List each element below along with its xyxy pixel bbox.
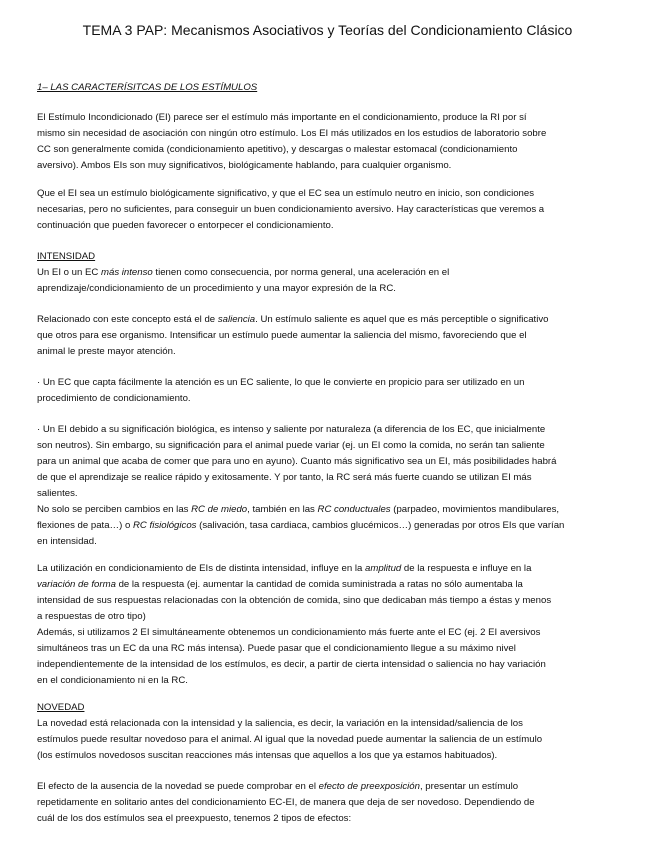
text-line — [37, 488, 622, 500]
text-line — [37, 393, 622, 405]
text-run: NOVEDAD — [37, 702, 85, 713]
italic-term: RC conductuales — [317, 504, 391, 515]
text-run: (los estímulos novedosos suscitan reacciones más intensas que aquellos a los que ya estamos habituados). — [37, 750, 498, 761]
text-line — [37, 781, 622, 793]
text-run: procedimiento de condicionamiento. — [37, 393, 191, 404]
text-run: salientes. — [37, 488, 78, 499]
text-line — [37, 797, 622, 809]
text-line — [37, 204, 622, 216]
text-run: intensidad de sus respuestas relacionadas con la obtención de comida, sino que dedicaban más tiempo a éstas y menos — [37, 595, 552, 606]
text-line — [37, 144, 622, 156]
text-run: de la respuesta e influye en la — [401, 563, 532, 574]
text-run: continuación que pueden favorecer o entorpecer el condicionamiento. — [37, 220, 334, 231]
text-run: . Un estímulo saliente es aquel que es más perceptible o significativo — [255, 314, 549, 325]
text-run: , también en las — [247, 504, 318, 515]
text-run: que otros para ese organismo. Intensificar un estímulo puede aumentar la saliencia del mismo, favoreciendo que el — [37, 330, 527, 341]
italic-term: variación de forma — [37, 579, 116, 590]
text-run: en intensidad. — [37, 536, 97, 547]
text-run: Un EI o un EC — [37, 267, 101, 278]
text-line — [37, 188, 622, 200]
text-run: El efecto de la ausencia de la novedad se puede comprobar en el — [37, 781, 319, 792]
text-line — [37, 504, 622, 516]
text-line — [37, 283, 622, 295]
text-run: tienen como consecuencia, por norma general, una aceleración en el — [152, 267, 450, 278]
text-line — [37, 579, 622, 591]
text-line — [37, 424, 622, 436]
text-run: mismo sin necesidad de asociación con ningún otro estímulo. Los EI más utilizados en los estudios de laboratorio sobre — [37, 128, 547, 139]
text-run: repetidamente en solitario antes del condicionamiento EC-EI, de manera que deja de ser novedoso. Dependiendo de — [37, 797, 535, 808]
text-run: cuál de los dos estímulos sea el preexpuesto, tenemos 2 tipos de efectos: — [37, 813, 352, 824]
text-run: estímulos puede resultar novedoso para el animal. Al igual que la novedad puede aumentar la saliencia de un estímulo — [37, 734, 543, 745]
text-line — [37, 314, 622, 326]
text-run: flexiones de pata…) o — [37, 520, 133, 531]
text-run: a respuestas de otro tipo) — [37, 611, 146, 622]
text-run: El Estímulo Incondicionado (EI) parece ser el estímulo más importante en el condicionamiento, produce la RI por sí — [37, 112, 527, 123]
text-line — [37, 128, 622, 140]
text-line — [37, 563, 622, 575]
text-line — [37, 440, 622, 452]
text-run: aversivo). Ambos EIs son muy significativos, biológicamente hablando, para cualquier organismo. — [37, 160, 452, 171]
text-run: Que el EI sea un estímulo biológicamente significativo, y que el EC sea un estímulo neutro en inicio, son condiciones — [37, 188, 535, 199]
text-line — [37, 330, 622, 342]
text-run: · Un EC que capta fácilmente la atención es un EC saliente, lo que le convierte en propicio para ser utilizado en un — [37, 377, 525, 388]
text-run: · Un EI debido a su significación biológica, es intenso y saliente por naturaleza (a diferencia de los EC, que inicialmente — [37, 424, 546, 435]
text-line — [37, 813, 622, 825]
text-run: necesarias, pero no suficientes, para conseguir un buen condicionamiento aversivo. Hay características que veremos a — [37, 204, 545, 215]
text-run: No solo se perciben cambios en las — [37, 504, 192, 515]
text-line — [37, 595, 622, 607]
text-run: son neutros). Sin embargo, su significación para el animal puede variar (ej. un EI como la comida, no serán tan saliente — [37, 440, 545, 451]
italic-term: RC de miedo — [191, 504, 248, 515]
text-run: para un animal que acaba de comer que para uno en ayuno). Cuanto más significativo sea un EI, más posibilidades habrá — [37, 456, 557, 467]
text-run: La novedad está relacionada con la intensidad y la saliencia, es decir, la variación en la intensidad/saliencia de los — [37, 718, 523, 729]
text-run: aprendizaje/condicionamiento de un procedimiento y una mayor expresión de la RC. — [37, 283, 396, 294]
text-line — [37, 520, 622, 532]
text-line — [37, 346, 622, 358]
text-line — [37, 377, 622, 389]
text-line — [37, 611, 622, 623]
section-heading: 1– LAS CARACTERÍSITCAS DE LOS ESTÍMULOS — [37, 82, 258, 93]
text-line — [37, 702, 622, 714]
text-line — [37, 750, 622, 762]
text-line — [37, 718, 622, 730]
text-run: animal le preste mayor atención. — [37, 346, 176, 357]
text-run: de la respuesta (ej. aumentar la cantidad de comida suministrada a ratas no sólo aumentaba la — [115, 579, 523, 590]
text-run: La utilización en condicionamiento de EIs de distinta intensidad, influye en la — [37, 563, 365, 574]
text-line — [37, 734, 622, 746]
text-run: (parpadeo, movimientos mandibulares, — [390, 504, 560, 515]
italic-term: amplitud — [365, 563, 402, 574]
text-run: CC son generalmente comida (condicionamiento apetitivo), y descargas o malestar estomacal (condicionamiento — [37, 144, 518, 155]
text-run: simultáneos tras un EC da una RC más intensa). Puede pasar que el condicionamiento llegue a su máximo nivel — [37, 643, 516, 654]
document-title: TEMA 3 PAP: Mecanismos Asociativos y Teorías del Condicionamiento Clásico — [82, 22, 573, 38]
text-line — [37, 472, 622, 484]
text-line — [37, 456, 622, 468]
text-run: (salivación, tasa cardiaca, cambios glucémicos…) generadas por otros EIs que varían — [196, 520, 565, 531]
text-line — [37, 220, 622, 232]
italic-term: saliencia — [217, 314, 256, 325]
italic-term: RC fisiológicos — [133, 520, 197, 531]
text-line — [37, 627, 622, 639]
text-line — [37, 267, 622, 279]
text-line — [37, 251, 622, 263]
text-run: Relacionado con este concepto está el de — [37, 314, 218, 325]
italic-term: efecto de preexposición — [318, 781, 420, 792]
text-line — [37, 160, 622, 172]
text-run: , presentar un estímulo — [419, 781, 519, 792]
text-line — [37, 643, 622, 655]
text-run: Además, si utilizamos 2 EI simultáneamente obtenemos un condicionamiento más fuerte ante el EC (ej. 2 EI aversivos — [37, 627, 541, 638]
italic-term: más intenso — [101, 267, 153, 278]
text-run: independientemente de la intensidad de los estímulos, es decir, a partir de cierta intensidad o saliencia no hay variación — [37, 659, 546, 670]
text-line — [37, 536, 622, 548]
text-line — [37, 659, 622, 671]
text-line — [37, 112, 622, 124]
text-line — [37, 675, 622, 687]
text-run: de que el aprendizaje se realice rápido y exitosamente. Y por tanto, la RC será más fuerte cuando se utilizan EI más — [37, 472, 532, 483]
text-run: INTENSIDAD — [37, 251, 96, 262]
text-run: en el condicionamiento ni en la RC. — [37, 675, 188, 686]
